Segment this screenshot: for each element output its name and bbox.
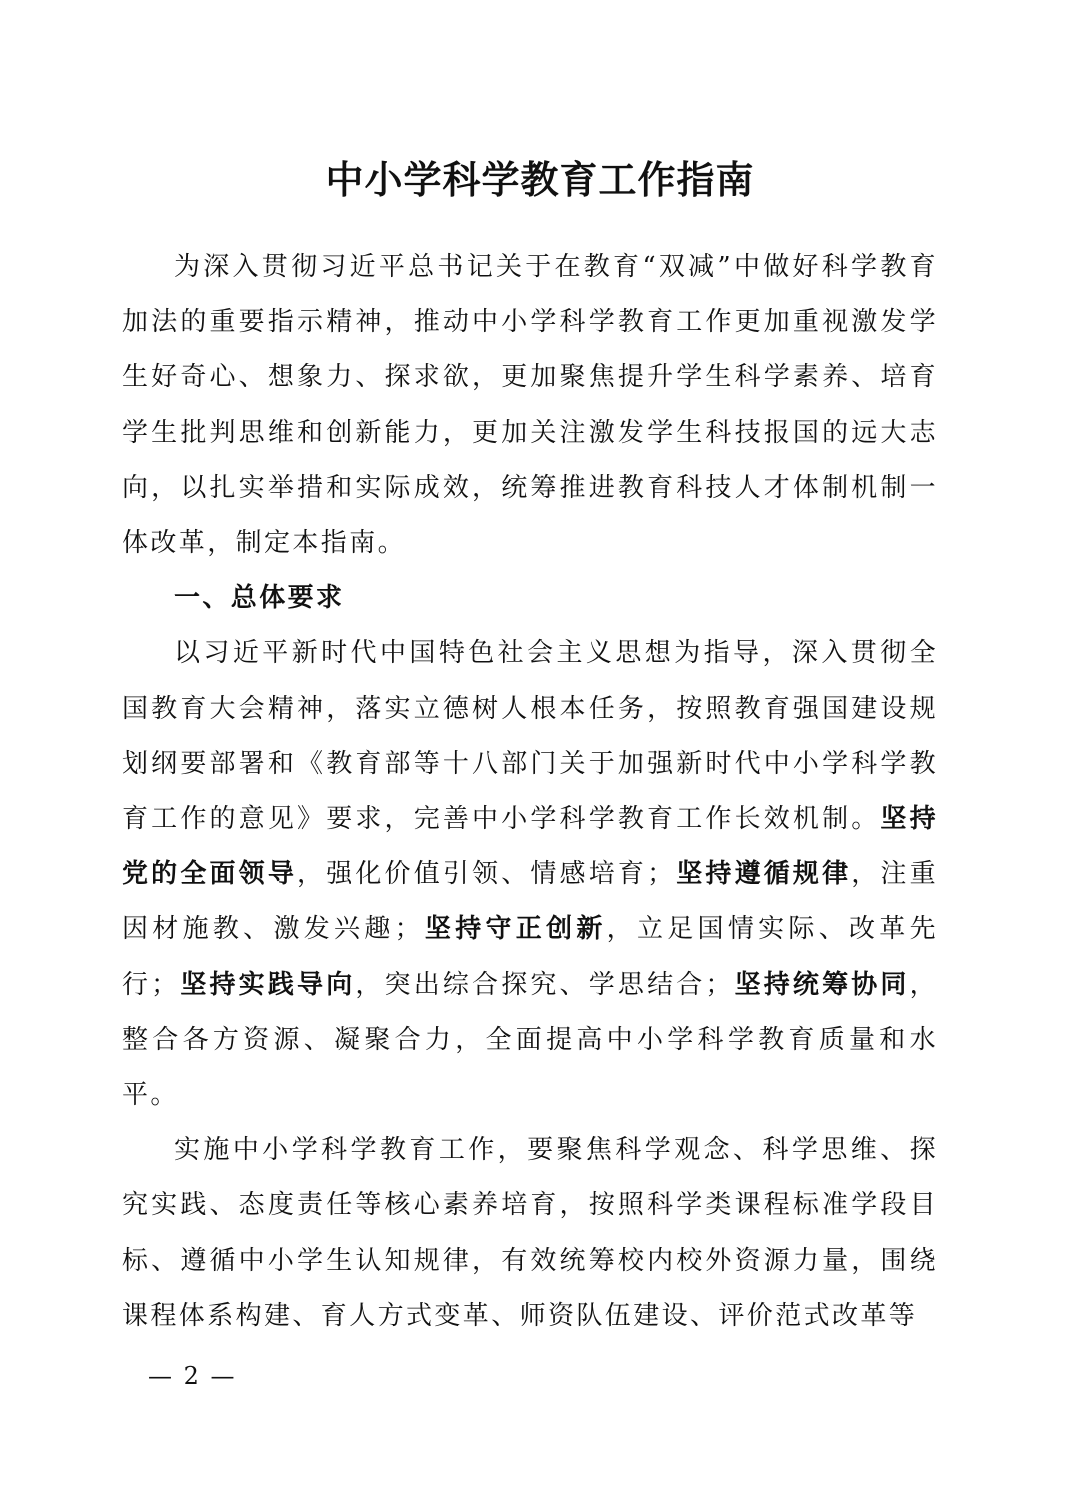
document-body (122, 240, 938, 1344)
intro-paragraph: 为深入贯彻习近平总书记关于在教育“双减”中做好科学教育加法的重要指示精神，推动中小学科学教育工作更加重视激发学生好奇心、想象力、探求欲，更加聚焦提升学生科学素养、培育学生批判思维和创新能力，更加关注激发学生科技报国的远大志向，以扎实举措和实际成效，统筹推进教育科技人才体制机制一体改革，制定本指南。 (122, 252, 938, 559)
paragraph-text: ，突出综合探究、学思结合； (355, 969, 734, 1000)
requirements-paragraph (122, 626, 938, 1123)
section-heading: 一、总体要求 (174, 583, 345, 614)
principle-coordination: 坚持统筹协同 (733, 969, 910, 1000)
page-number: — 2 — (148, 1362, 237, 1390)
paragraph-text: ，注重因材施教、激发兴趣； (122, 859, 939, 945)
paragraph-text: 以习近平新时代中国特色社会主义思想为指导，深入贯彻全国教育大会精神，落实立德树人根本任务，按照教育强国建设规划纲要部署和《教育部等十八部门关于加强新时代中小学科学教育工作的意见》要求，完善中小学科学教育工作长效机制。 (122, 638, 938, 835)
principle-innovation: 坚持守正创新 (423, 914, 607, 945)
implementation-paragraph: 实施中小学科学教育工作，要聚焦科学观念、科学思维、探究实践、态度责任等核心素养培育，按照科学类课程标准学段目标、遵循中小学生认知规律，有效统筹校内校外资源力量，围绕课程体系构建、育人方式变革、师资队伍建设、评价范式改革等 (122, 1135, 938, 1331)
principle-follow-rules: 坚持遵循规律 (675, 859, 852, 890)
principle-practice: 坚持实践导向 (179, 969, 356, 1000)
paragraph-text: ，强化价值引领、情感培育； (297, 859, 676, 890)
paragraph-text: ，立足国情实际、改革先行； (122, 914, 938, 1000)
principle-party-leadership: 坚持党的全面领导 (122, 804, 938, 890)
paragraph-text: ，整合各方资源、凝聚合力，全面提高中小学科学教育质量和水平。 (122, 969, 939, 1111)
document-title: 中小学科学教育工作指南 (325, 158, 755, 202)
